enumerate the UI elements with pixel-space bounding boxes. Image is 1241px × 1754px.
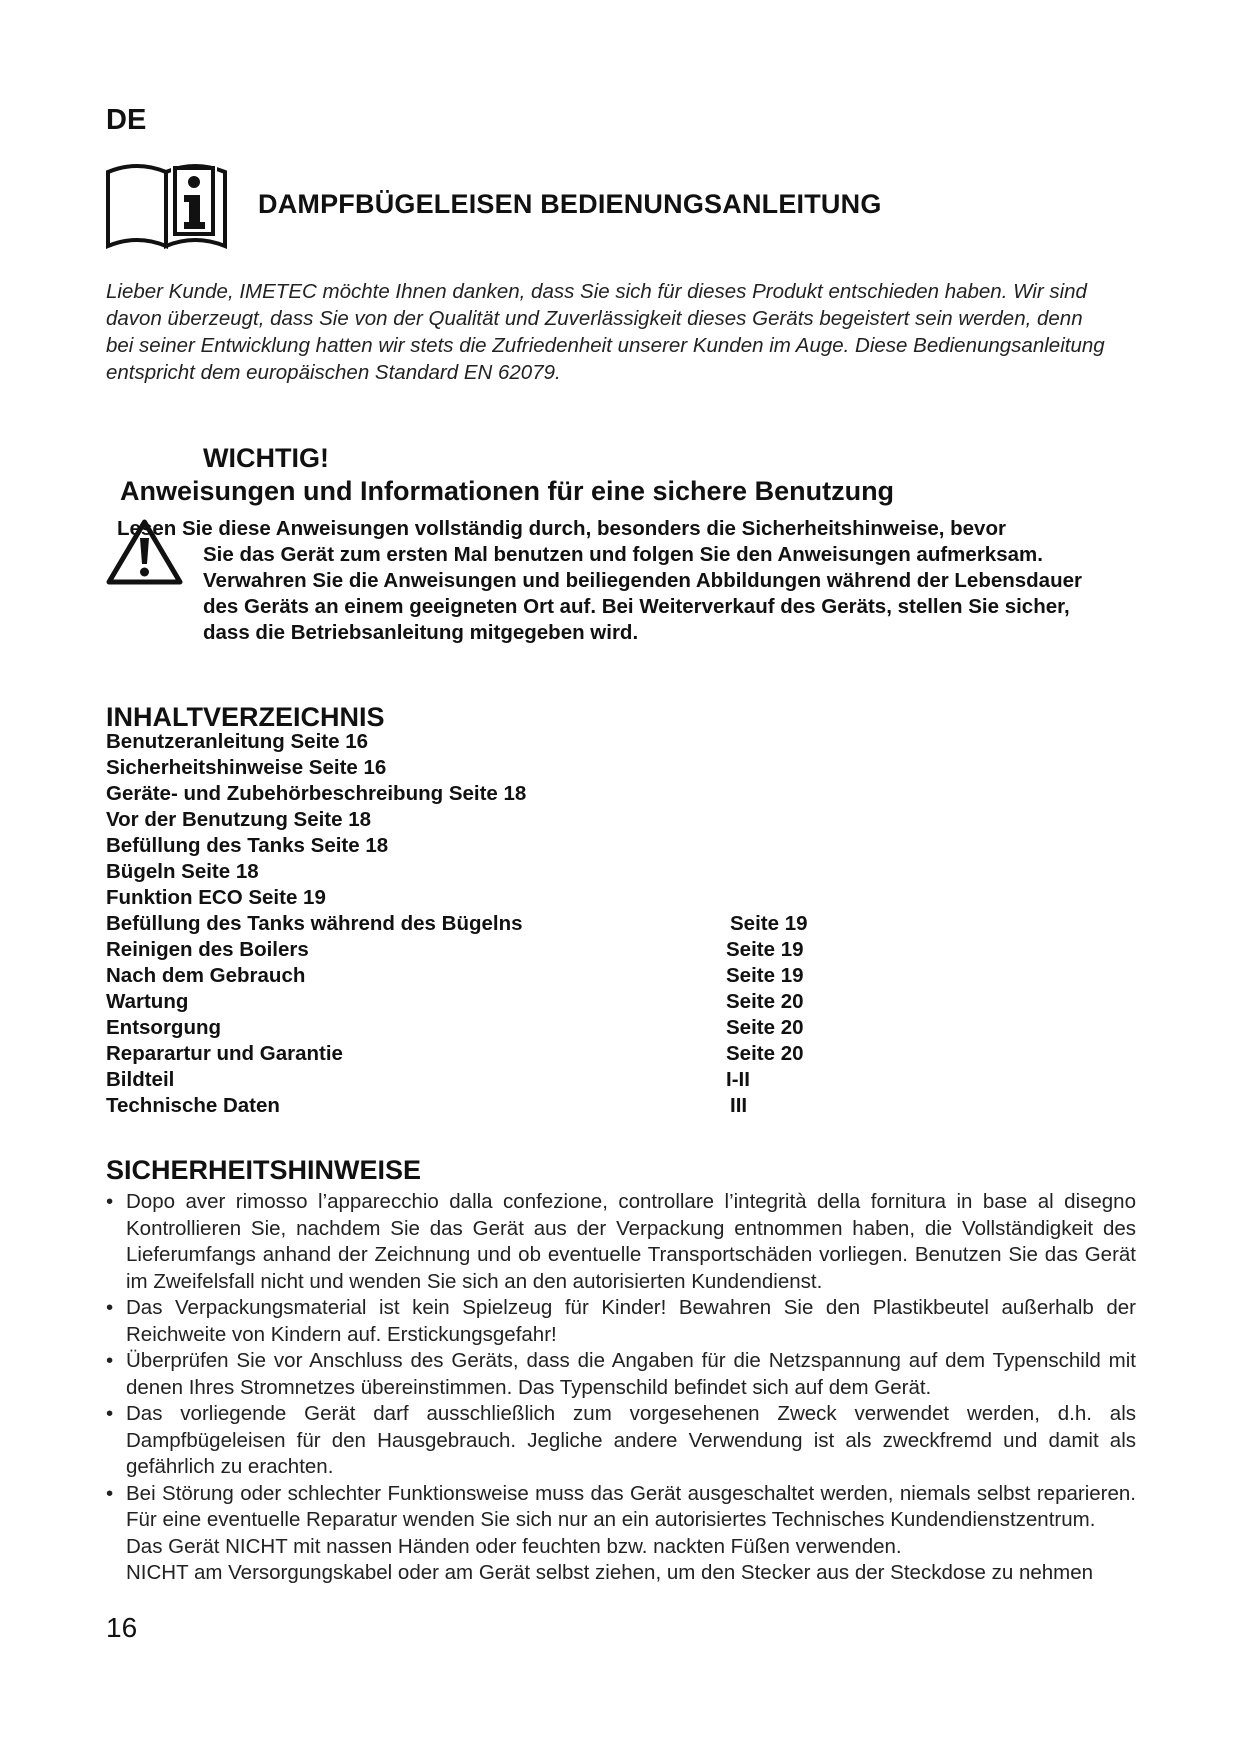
toc-entry: Sicherheitshinweise Seite 16 <box>106 756 387 779</box>
toc-entry-label: Nach dem Gebrauch <box>106 964 306 987</box>
toc-entry-label: Reparartur und Garantie <box>106 1042 343 1065</box>
toc-heading: INHALTVERZEICHNIS <box>106 702 385 732</box>
warning-line: dass die Betriebsanleitung mitgegeben wird. <box>203 621 639 644</box>
toc-entry-page: I-II <box>726 1068 750 1091</box>
intro-line: Lieber Kunde, IMETEC möchte Ihnen danken, dass Sie sich für dieses Produkt entschieden haben. Wir sind <box>106 280 1087 303</box>
toc-entry <box>106 1042 804 1066</box>
safety-bullet: • Bei Störung oder schlechter Funktionsweise muss das Gerät ausgeschaltet werden, niemals selbst reparieren. Für eine eventuelle Reparatur wenden Sie sich nur an ein autorisiertes Technisches Kundendienstzentrum. <box>106 1481 1136 1534</box>
safety-line: Das Gerät NICHT mit nassen Händen oder feuchten bzw. nackten Füßen verwenden. <box>126 1534 902 1558</box>
toc-entry-label: Wartung <box>106 990 189 1013</box>
toc-entry: Befüllung des Tanks Seite 18 <box>106 834 389 857</box>
toc-entry-label: Technische Daten <box>106 1094 280 1117</box>
warning-line: Sie das Gerät zum ersten Mal benutzen und folgen Sie den Anweisungen aufmerksam. <box>203 543 1043 566</box>
toc-entry <box>106 990 804 1014</box>
warning-line: Lesen Sie diese Anweisungen vollständig durch, besonders die Sicherheitshinweise, bevor <box>117 517 1006 540</box>
intro-line: entspricht dem europäischen Standard EN 62079. <box>106 361 561 384</box>
page-number: 16 <box>106 1612 138 1643</box>
toc-entry-page: Seite 20 <box>726 1016 804 1039</box>
safety-heading: SICHERHEITSHINWEISE <box>106 1155 422 1185</box>
warning-subtitle: Anweisungen und Informationen für eine sichere Benutzung <box>120 476 895 506</box>
toc-entry <box>106 1016 804 1040</box>
safety-bullet: • Das vorliegende Gerät darf ausschließlich zum vorgesehenen Zweck verwendet werden, d.h. als Dampfbügeleisen für den Hausgebrauch. Jegliche andere Verwendung ist als zweckfremd und damit als gefährlich zu erachten. <box>106 1401 1136 1481</box>
info-book-icon <box>105 160 229 250</box>
toc-entry-page: Seite 20 <box>726 990 804 1013</box>
toc-entry-label: Reinigen des Boilers <box>106 938 309 961</box>
intro-paragraph <box>106 278 1166 386</box>
warning-line: Verwahren Sie die Anweisungen und beiliegenden Abbildungen während der Lebensdauer <box>203 569 1082 592</box>
toc-entry: Benutzeranleitung Seite 16 <box>106 730 369 753</box>
toc-entry <box>106 1094 748 1118</box>
safety-bullet: • Dopo aver rimosso l’apparecchio dalla confezione, controllare l’integrità della fornitura in base al disegno Kontrollieren Sie, nachdem Sie das Gerät aus der Verpackung entnommen haben, die Vollständigkeit des Lieferumfangs anhand der Zeichnung und ob eventuelle Transportschäden vorliegen. Benutzen Sie das Gerät im Zweifelsfall nicht und wenden Sie sich an den autorisierten Kundendienst. <box>106 1189 1136 1295</box>
safety-list <box>106 1189 1136 1587</box>
document-title: DAMPFBÜGELEISEN BEDIENUNGSANLEITUNG <box>258 189 882 219</box>
safety-line: NICHT am Versorgungskabel oder am Gerät selbst ziehen, um den Stecker aus der Steckdose zu nehmen <box>126 1561 1094 1584</box>
toc-entry-label: Entsorgung <box>106 1016 222 1039</box>
toc-entry: Vor der Benutzung Seite 18 <box>106 808 372 831</box>
toc-entry-page: III <box>730 1094 748 1117</box>
toc-entry <box>106 912 808 936</box>
language-code: DE <box>106 104 147 136</box>
toc-entry-label: Bildteil <box>106 1068 175 1091</box>
warning-line: des Geräts an einem geeigneten Ort auf. Bei Weiterverkauf des Geräts, stellen Sie sicher, <box>203 595 1070 618</box>
toc-entry-page: Seite 19 <box>726 938 804 961</box>
toc-entry: Bügeln Seite 18 <box>106 860 259 883</box>
toc-entry-page: Seite 19 <box>726 964 804 987</box>
intro-line: bei seiner Entwicklung hatten wir stets die Zufriedenheit unserer Kunden im Auge. Diese Bedienungsanleitung <box>106 334 1105 357</box>
safety-bullet: • Das Verpackungsmaterial ist kein Spielzeug für Kinder! Bewahren Sie den Plastikbeutel außerhalb der Reichweite von Kindern auf. Erstickungsgefahr! <box>106 1295 1136 1348</box>
warning-title: WICHTIG! <box>203 443 329 473</box>
safety-bullet: • Überprüfen Sie vor Anschluss des Geräts, dass die Angaben für die Netzspannung auf dem Typenschild mit denen Ihres Stromnetzes übereinstimmen. Das Typenschild befindet sich auf dem Gerät. <box>106 1348 1136 1401</box>
intro-line: davon überzeugt, dass Sie von der Qualität und Zuverlässigkeit dieses Geräts begeistert sein werden, denn <box>106 307 1083 330</box>
toc-entry: Geräte- und Zubehörbeschreibung Seite 18 <box>106 782 527 805</box>
toc-entry-page: Seite 19 <box>730 912 808 935</box>
toc-entry <box>106 1068 750 1092</box>
toc-entry: Funktion ECO Seite 19 <box>106 886 326 909</box>
toc-entry <box>106 938 804 962</box>
toc-entry <box>106 964 804 988</box>
toc-entry-page: Seite 20 <box>726 1042 804 1065</box>
toc-entry-label: Befüllung des Tanks während des Bügelns <box>106 912 523 935</box>
